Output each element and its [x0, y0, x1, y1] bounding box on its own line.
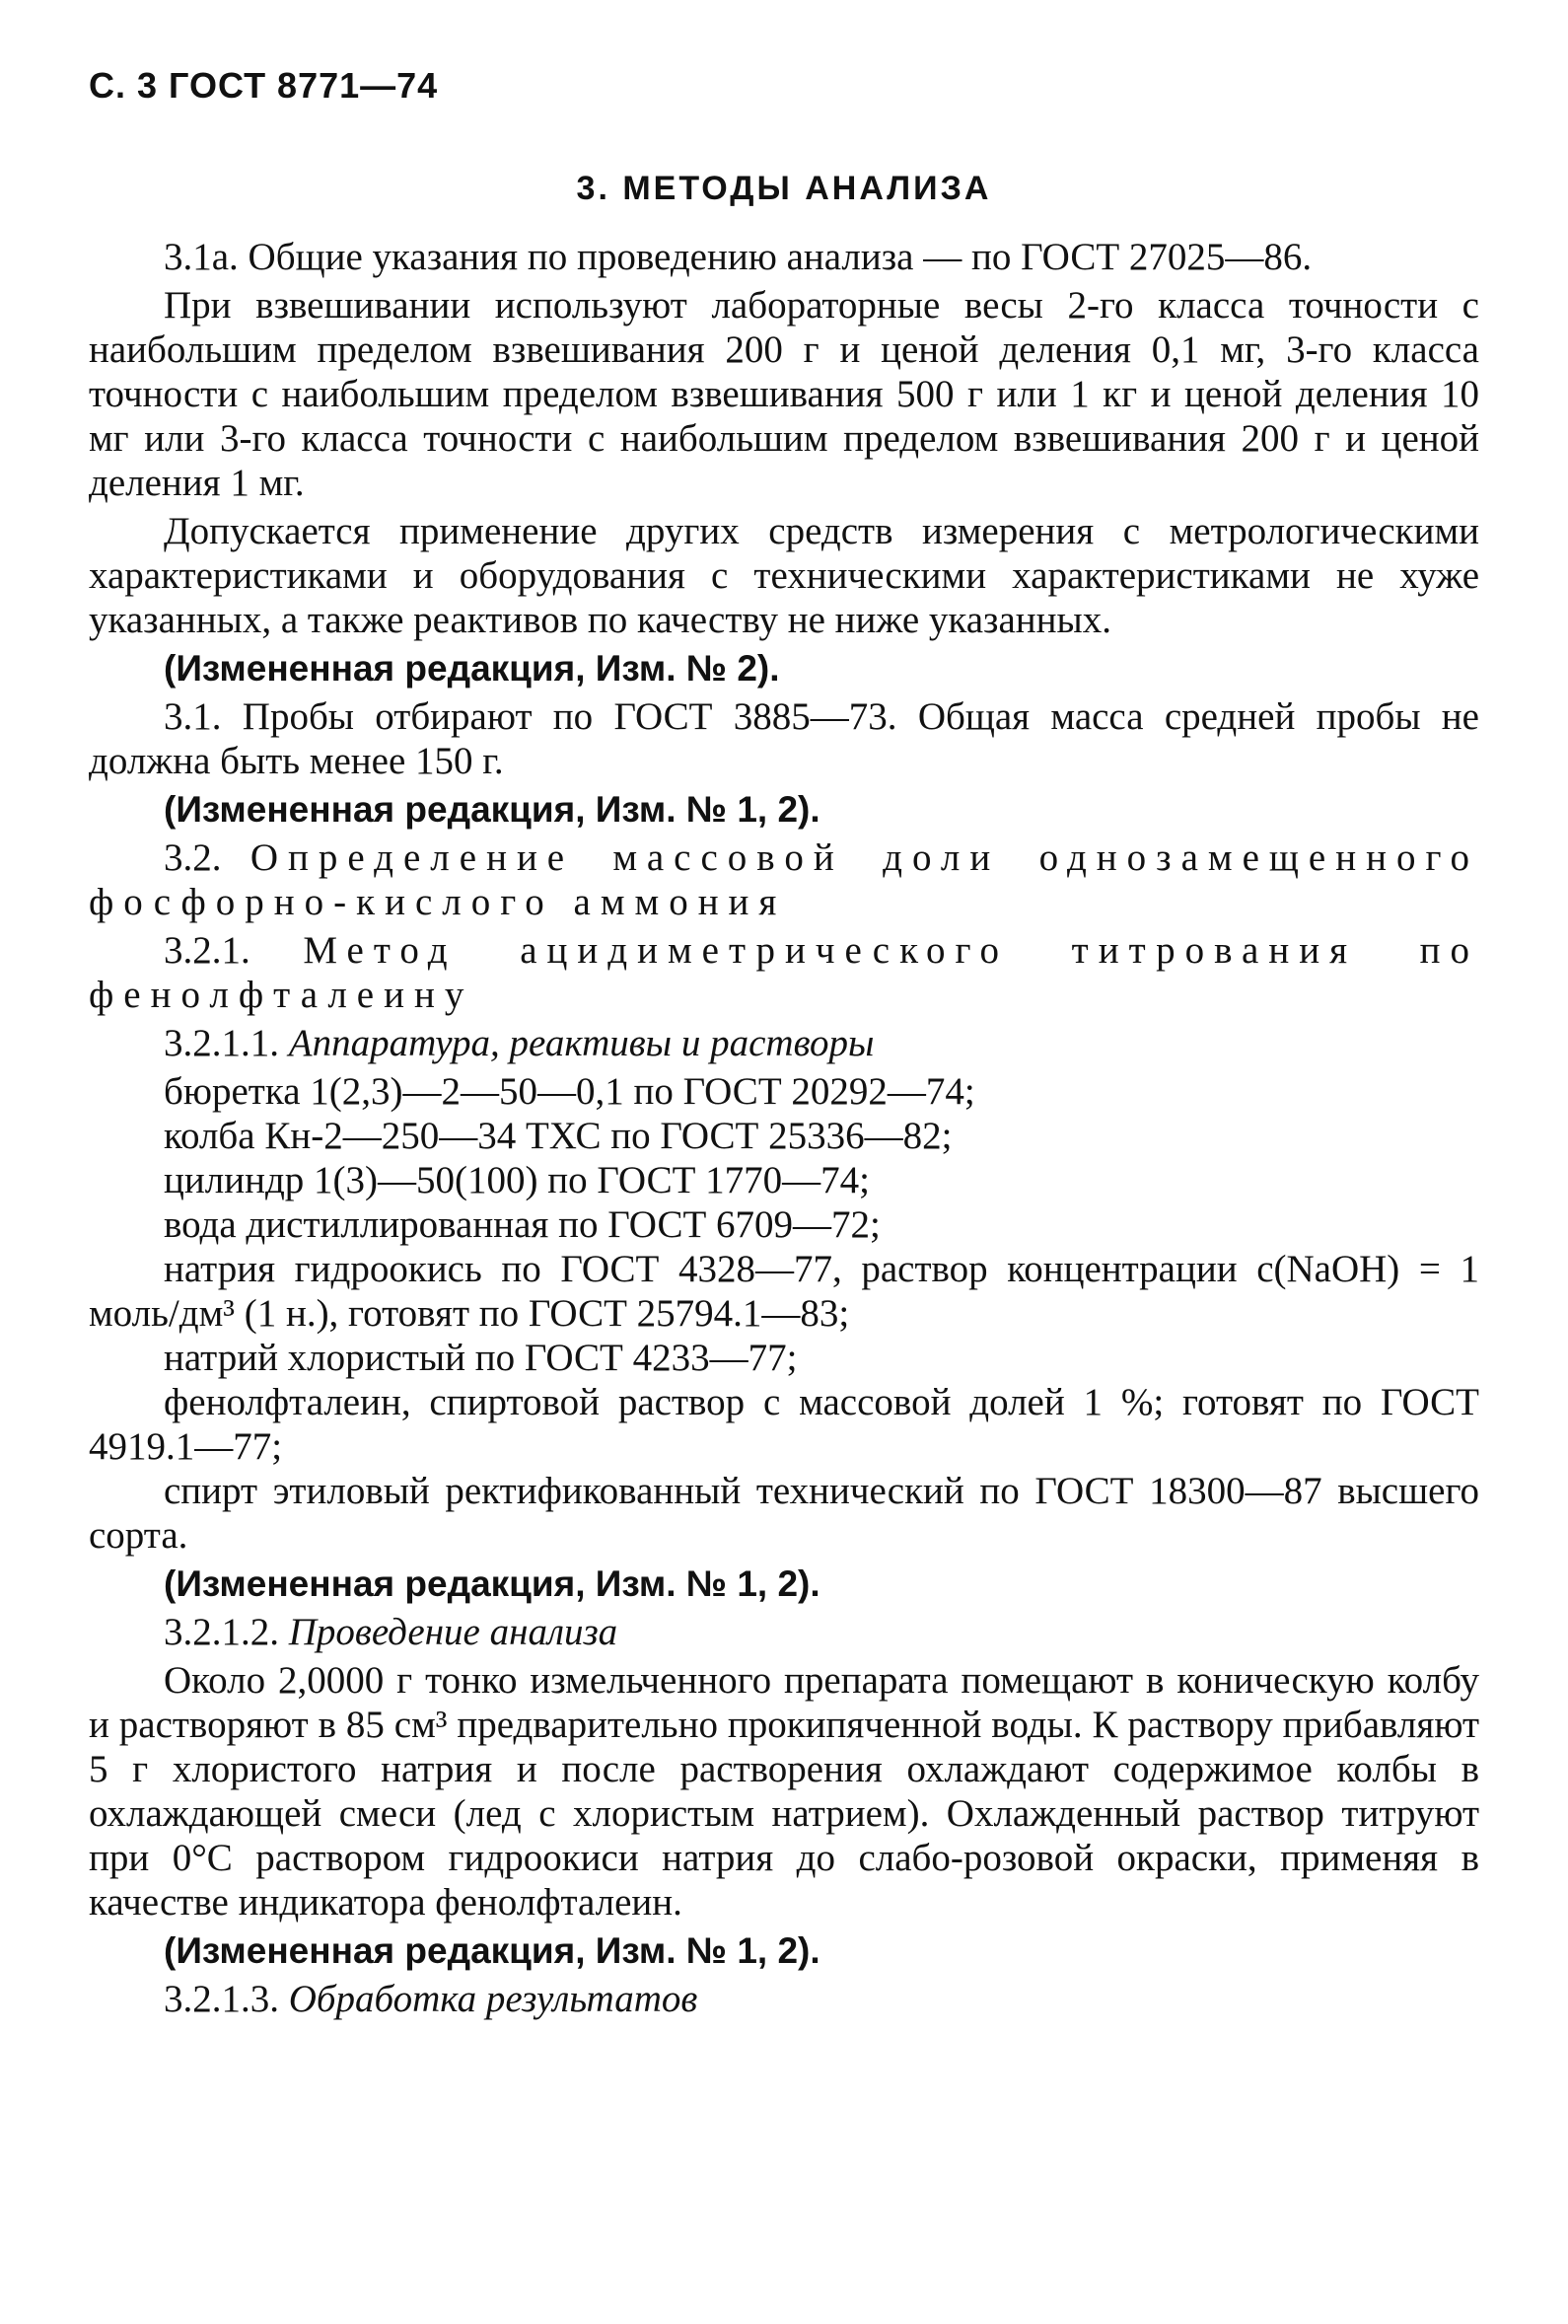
- change-note: (Измененная редакция, Изм. № 1, 2).: [164, 1930, 820, 1971]
- reagent-item: фенолфталеин, спиртовой раствор с массовой долей 1 %; готовят по ГОСТ 4919.1—77;: [89, 1381, 1479, 1468]
- heading-3-2-1: [89, 928, 1479, 1017]
- change-note: (Измененная редакция, Изм. № 1, 2).: [164, 1563, 820, 1604]
- reagent-item: натрий хлористый по ГОСТ 4233—77;: [164, 1337, 798, 1379]
- document-body: [89, 235, 1479, 2025]
- clause-title: Метод ацидиметрического титрования по фенолфталеину: [89, 929, 1480, 1016]
- running-head: С. 3 ГОСТ 8771—74: [89, 65, 439, 106]
- clause-title: Обработка результатов: [288, 1978, 698, 2020]
- paragraph-weighing: При взвешивании используют лабораторные весы 2-го класса точности с наибольшим пределом взвешивания 200 г и ценой деления 0,1 мг, 3-го класса точности с наибольшим пределом взвешивания 500 г или 1 кг и ценой деления 10 мг или 3-го класса точности с наибольшим пределом взвешивания 200 г и ценой деления 1 мг.: [89, 284, 1479, 504]
- reagent-item: цилиндр 1(3)—50(100) по ГОСТ 1770—74;: [164, 1159, 870, 1201]
- clause-number: 3.2.1.3.: [164, 1978, 279, 2020]
- paragraph-procedure: Около 2,0000 г тонко измельченного препарата помещают в коническую колбу и растворяют в 85 см³ предварительно прокипяченной воды. К раствору прибавляют 5 г хлористого натрия и после растворения охлаждают содержимое колбы в охлаждающей смеси (лед с хлористым натрием). Охлажденный раствор титруют при 0°С раствором гидроокиси натрия до слабо-розовой окраски, применяя в качестве индикатора фенолфталеин.: [89, 1659, 1479, 1924]
- clause-number: 3.2.1.2.: [164, 1611, 279, 1653]
- reagent-item: колба Кн-2—250—34 ТХС по ГОСТ 25336—82;: [164, 1115, 953, 1157]
- document-page: [89, 0, 1479, 2324]
- change-note: (Измененная редакция, Изм. № 2).: [164, 648, 780, 689]
- clause-number: 3.2.: [164, 836, 222, 879]
- clause-number: 3.2.1.1.: [164, 1022, 279, 1064]
- reagent-item: спирт этиловый ректификованный технический по ГОСТ 18300—87 высшего сорта.: [89, 1470, 1479, 1557]
- clause-title: Проведение анализа: [288, 1611, 618, 1653]
- heading-3-2-1-2: [89, 1610, 1479, 1654]
- reagent-item: натрия гидроокись по ГОСТ 4328—77, раствор концентрации c(NaOH) = 1 моль/дм³ (1 н.), готовят по ГОСТ 25794.1—83;: [89, 1248, 1479, 1335]
- change-note: (Измененная редакция, Изм. № 1, 2).: [164, 789, 820, 830]
- paragraph-3-1: 3.1. Пробы отбирают по ГОСТ 3885—73. Общая масса средней пробы не должна быть менее 150 г.: [89, 695, 1479, 782]
- heading-3-2-1-3: [89, 1977, 1479, 2021]
- paragraph-allowed: Допускается применение других средств измерения с метрологическими характеристиками и оборудования с техническими характеристиками не хуже указанных, а также реактивов по качеству не ниже указанных.: [89, 510, 1479, 641]
- section-title: 3. МЕТОДЫ АНАЛИЗА: [576, 170, 992, 207]
- reagent-item: бюретка 1(2,3)—2—50—0,1 по ГОСТ 20292—74;: [164, 1070, 975, 1113]
- clause-title: Аппаратура, реактивы и растворы: [288, 1022, 875, 1064]
- paragraph-3-1a: 3.1а. Общие указания по проведению анализа — по ГОСТ 27025—86.: [164, 236, 1313, 278]
- clause-title: Определение массовой доли однозамещенного фосфорно-кислого аммония: [89, 836, 1479, 923]
- reagent-item: вода дистиллированная по ГОСТ 6709—72;: [164, 1203, 881, 1246]
- heading-3-2: [89, 835, 1479, 924]
- clause-number: 3.2.1.: [164, 929, 250, 972]
- heading-3-2-1-1: [89, 1021, 1479, 1065]
